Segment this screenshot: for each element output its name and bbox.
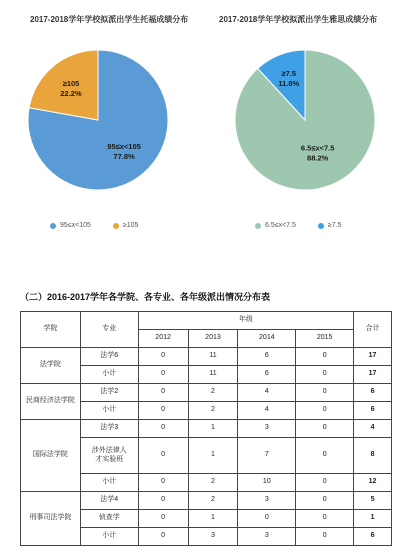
table-row (21, 348, 392, 366)
legend-swatch (318, 223, 324, 229)
value-cell: 0 (138, 510, 188, 528)
ielts-pie-chart (225, 40, 385, 220)
college-cell: 刑事司法学院 (21, 492, 81, 546)
header-year: 2013 (188, 330, 238, 348)
value-cell: 2 (188, 492, 238, 510)
value-cell: 0 (138, 348, 188, 366)
value-cell: 3 (238, 492, 296, 510)
distribution-table (20, 311, 392, 546)
legend-label: 6.5≤x<7.5 (265, 222, 296, 229)
value-cell: 6 (238, 348, 296, 366)
value-cell: 0 (138, 420, 188, 438)
value-cell: 0 (296, 438, 354, 474)
major-cell: 小计 (80, 366, 138, 384)
legend-item (255, 222, 296, 229)
value-cell: 6 (238, 366, 296, 384)
value-cell: 0 (138, 438, 188, 474)
header-total: 合计 (354, 312, 392, 348)
value-cell: 2 (188, 474, 238, 492)
major-cell: 涉外法律人才实验班 (80, 438, 138, 474)
total-cell: 6 (354, 402, 392, 420)
value-cell: 0 (238, 510, 296, 528)
total-cell: 12 (354, 474, 392, 492)
value-cell: 3 (188, 528, 238, 546)
ielts-legend (255, 222, 341, 229)
value-cell: 3 (238, 420, 296, 438)
total-cell: 8 (354, 438, 392, 474)
total-cell: 5 (354, 492, 392, 510)
major-cell: 法学3 (80, 420, 138, 438)
value-cell: 7 (238, 438, 296, 474)
toefl-legend (50, 222, 138, 229)
legend-item (50, 222, 91, 229)
value-cell: 1 (188, 438, 238, 474)
value-cell: 0 (296, 474, 354, 492)
value-cell: 4 (238, 402, 296, 420)
value-cell: 0 (296, 492, 354, 510)
legend-label: 95≤x<105 (60, 222, 91, 229)
table-row (21, 492, 392, 510)
value-cell: 1 (188, 420, 238, 438)
value-cell: 0 (296, 528, 354, 546)
total-cell: 17 (354, 366, 392, 384)
value-cell: 0 (296, 366, 354, 384)
slice-percent-label: 11.8% (278, 79, 300, 89)
header-year: 2012 (138, 330, 188, 348)
value-cell: 0 (138, 366, 188, 384)
legend-label: ≥105 (122, 222, 139, 229)
table-row (21, 384, 392, 402)
college-cell: 民商经济法学院 (21, 384, 81, 420)
legend-label: ≥7.5 (327, 222, 342, 229)
value-cell: 11 (188, 348, 238, 366)
slice-category-label: ≥7.5 (281, 69, 297, 79)
value-cell: 0 (296, 510, 354, 528)
legend-swatch (255, 223, 261, 229)
college-cell: 国际法学院 (21, 420, 81, 492)
value-cell: 2 (188, 402, 238, 420)
legend-swatch (113, 223, 119, 229)
major-cell: 法学4 (80, 492, 138, 510)
total-cell: 17 (354, 348, 392, 366)
toefl-pie-chart (18, 40, 178, 220)
total-cell: 4 (354, 420, 392, 438)
header-year: 2014 (238, 330, 296, 348)
major-cell: 小计 (80, 528, 138, 546)
header-year: 2015 (296, 330, 354, 348)
major-cell: 小计 (80, 474, 138, 492)
slice-percent-label: 88.2% (307, 153, 329, 163)
major-cell: 小计 (80, 402, 138, 420)
total-cell: 6 (354, 528, 392, 546)
header-major: 专业 (80, 312, 138, 348)
value-cell: 11 (188, 366, 238, 384)
value-cell: 0 (138, 384, 188, 402)
value-cell: 4 (238, 384, 296, 402)
value-cell: 0 (296, 402, 354, 420)
header-college: 学院 (21, 312, 81, 348)
header-grade: 年级 (138, 312, 353, 330)
slice-category-label: 95≤x<105 (107, 142, 141, 152)
slice-percent-label: 77.8% (113, 152, 135, 162)
value-cell: 2 (188, 384, 238, 402)
table-row (21, 420, 392, 438)
value-cell: 0 (138, 528, 188, 546)
legend-item (318, 222, 342, 229)
slice-category-label: ≥105 (62, 78, 80, 88)
major-cell: 法学6 (80, 348, 138, 366)
value-cell: 3 (238, 528, 296, 546)
value-cell: 0 (138, 492, 188, 510)
value-cell: 10 (238, 474, 296, 492)
legend-item (113, 222, 139, 229)
major-cell: 法学2 (80, 384, 138, 402)
value-cell: 0 (296, 348, 354, 366)
total-cell: 6 (354, 384, 392, 402)
legend-swatch (50, 223, 56, 229)
total-cell: 1 (354, 510, 392, 528)
value-cell: 0 (296, 384, 354, 402)
ielts-chart-title: 2017-2018学年学校拟派出学生雅思成绩分布 (219, 15, 378, 24)
college-cell: 法学院 (21, 348, 81, 384)
section-title: （二）2016-2017学年各学院、各专业、各年级派出情况分布表 (20, 292, 271, 302)
value-cell: 1 (188, 510, 238, 528)
toefl-chart-title: 2017-2018学年学校拟派出学生托福成绩分布 (30, 15, 189, 24)
slice-category-label: 6.5≤x<7.5 (300, 143, 335, 153)
value-cell: 0 (138, 474, 188, 492)
value-cell: 0 (138, 402, 188, 420)
major-cell: 侦查学 (80, 510, 138, 528)
value-cell: 0 (296, 420, 354, 438)
slice-percent-label: 22.2% (60, 88, 82, 98)
